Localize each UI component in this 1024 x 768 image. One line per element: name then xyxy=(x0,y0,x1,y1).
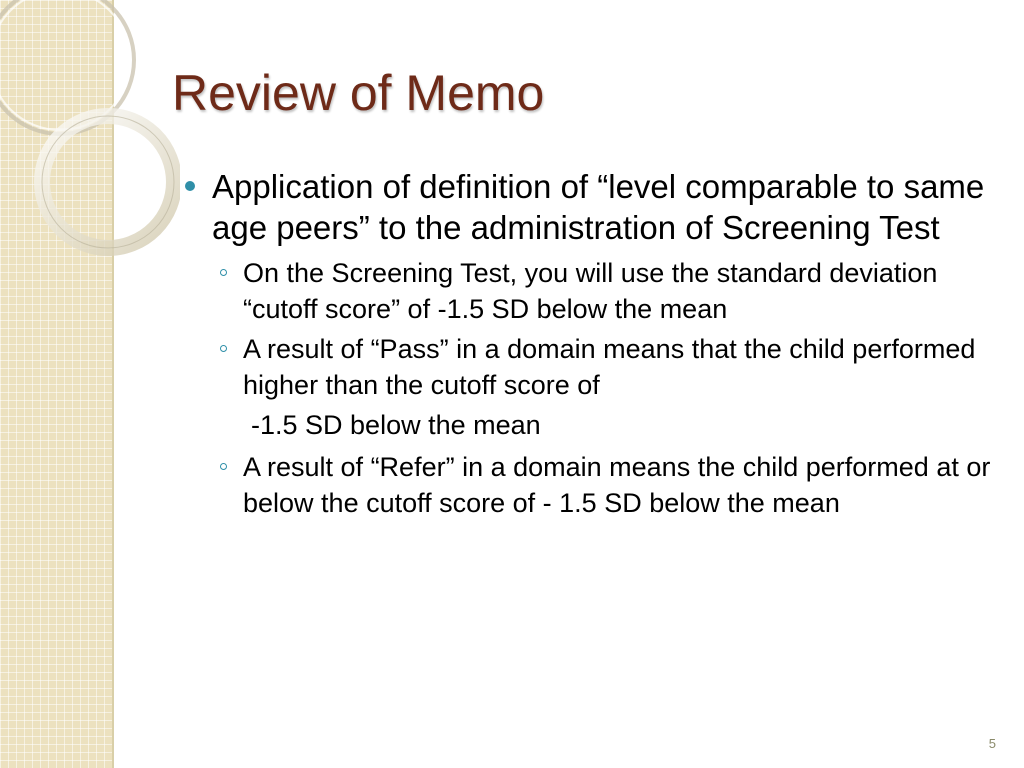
sub-bullet-text: On the Screening Test, you will use the standard deviation “cutoff score” of -1.5 SD below the mean xyxy=(243,258,938,324)
decorative-circles xyxy=(0,0,180,260)
sub-bullet-list xyxy=(185,255,1005,521)
sub-bullet-ring-icon xyxy=(220,463,227,470)
sub-bullet-item xyxy=(220,255,1005,327)
sub-bullet-item xyxy=(220,449,1005,521)
sub-bullet-ring-icon xyxy=(220,345,227,352)
bullet-list xyxy=(185,166,1005,525)
sub-bullet-text: A result of “Refer” in a domain means the child performed at or below the cutoff score of - 1.5 SD below the mean xyxy=(243,452,991,518)
bullet-item xyxy=(185,166,1005,248)
sub-bullet-text: A result of “Pass” in a domain means that the child performed higher than the cutoff score of xyxy=(243,334,976,400)
page-number: 5 xyxy=(988,736,996,751)
bullet-dot-icon xyxy=(185,181,195,191)
sub-bullet-continuation: -1.5 SD below the mean xyxy=(251,410,541,440)
sub-bullet-ring-icon xyxy=(220,269,227,276)
slide-title: Review of Memo xyxy=(172,65,545,121)
sub-bullet-item xyxy=(220,331,1005,403)
bullet-text: Application of definition of “level comparable to same age peers” to the administration of Screening Test xyxy=(212,168,985,246)
